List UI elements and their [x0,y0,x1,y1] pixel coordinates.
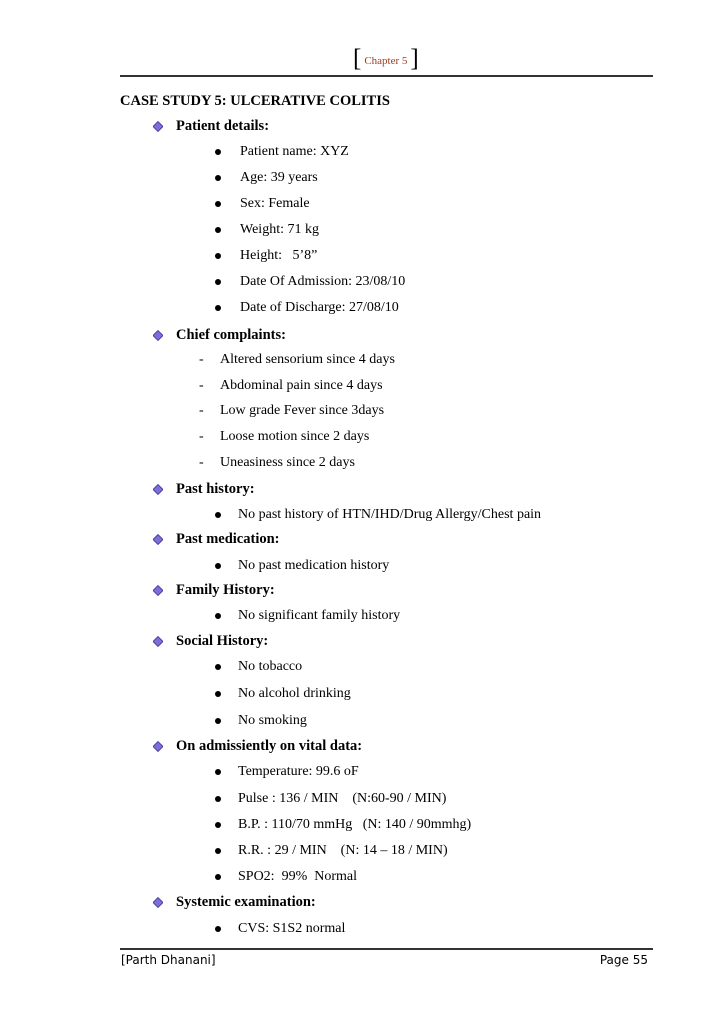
round-bullet-icon [215,769,221,775]
list-item: No past medication history [215,557,389,575]
diamond-icon [153,484,163,494]
round-bullet-icon [215,848,221,854]
diamond-icon [153,741,163,751]
round-bullet-icon [215,512,221,518]
list-item: SPO2: 99% Normal [215,868,357,886]
list-item: Height: 5’8” [215,247,317,265]
round-bullet-icon [215,822,221,828]
footer-rule [120,948,653,950]
footer-author: [Parth Dhanani] [121,953,216,967]
section-heading-social-history: Social History: [153,632,268,650]
diamond-icon [153,585,163,595]
round-bullet-icon [215,305,221,311]
diamond-icon [153,897,163,907]
list-item: Patient name: XYZ [215,143,349,161]
round-bullet-icon [215,691,221,697]
round-bullet-icon [215,664,221,670]
section-heading-family-history: Family History: [153,581,275,599]
list-item: Date Of Admission: 23/08/10 [215,273,405,291]
round-bullet-icon [215,796,221,802]
list-item: - Uneasiness since 2 days [199,455,355,470]
round-bullet-icon [215,227,221,233]
diamond-icon [153,330,163,340]
list-item: Age: 39 years [215,169,318,187]
footer-page-number: Page 55 [599,953,648,967]
list-item: R.R. : 29 / MIN (N: 14 – 18 / MIN) [215,842,448,860]
round-bullet-icon [215,279,221,285]
list-item: No past history of HTN/IHD/Drug Allergy/Chest pain [215,506,541,524]
list-item: No significant family history [215,607,400,625]
list-item: - Low grade Fever since 3days [199,403,385,418]
round-bullet-icon [215,253,221,259]
section-heading-chief-complaints: Chief complaints: [153,326,286,344]
header-rule [120,75,653,77]
list-item: - Loose motion since 2 days [199,429,370,444]
round-bullet-icon [215,563,221,569]
section-heading-patient-details: Patient details: [153,117,269,135]
diamond-icon [153,121,163,131]
list-item: Weight: 71 kg [215,221,319,239]
round-bullet-icon [215,613,221,619]
list-item: No alcohol drinking [215,685,351,703]
section-heading-past-medication: Past medication: [153,530,280,548]
list-item: Date of Discharge: 27/08/10 [215,299,399,317]
header-chapter-label: Chapter 5 [364,55,408,67]
list-item: Pulse : 136 / MIN (N:60-90 / MIN) [215,790,446,808]
round-bullet-icon [215,926,221,932]
list-item: CVS: S1S2 normal [215,920,345,938]
section-heading-vital-data: On admissiently on vital data: [153,737,362,755]
round-bullet-icon [215,149,221,155]
round-bullet-icon [215,175,221,181]
list-item: Sex: Female [215,195,310,213]
diamond-icon [153,636,163,646]
diamond-icon [153,534,163,544]
round-bullet-icon [215,201,221,207]
section-heading-systemic-examination: Systemic examination: [153,893,316,911]
list-item: - Abdominal pain since 4 days [199,378,383,393]
list-item: - Altered sensorium since 4 days [199,352,395,367]
round-bullet-icon [215,718,221,724]
round-bullet-icon [215,874,221,880]
case-study-title: CASE STUDY 5: ULCERATIVE COLITIS [120,93,390,109]
list-item: No tobacco [215,658,302,676]
running-header [353,41,419,71]
header-open-bracket: [ [353,45,362,72]
section-heading-past-history: Past history: [153,480,255,498]
list-item: No smoking [215,712,307,730]
list-item: Temperature: 99.6 oF [215,763,359,781]
list-item: B.P. : 110/70 mmHg (N: 140 / 90mmhg) [215,816,471,834]
header-close-bracket: ] [410,45,419,72]
